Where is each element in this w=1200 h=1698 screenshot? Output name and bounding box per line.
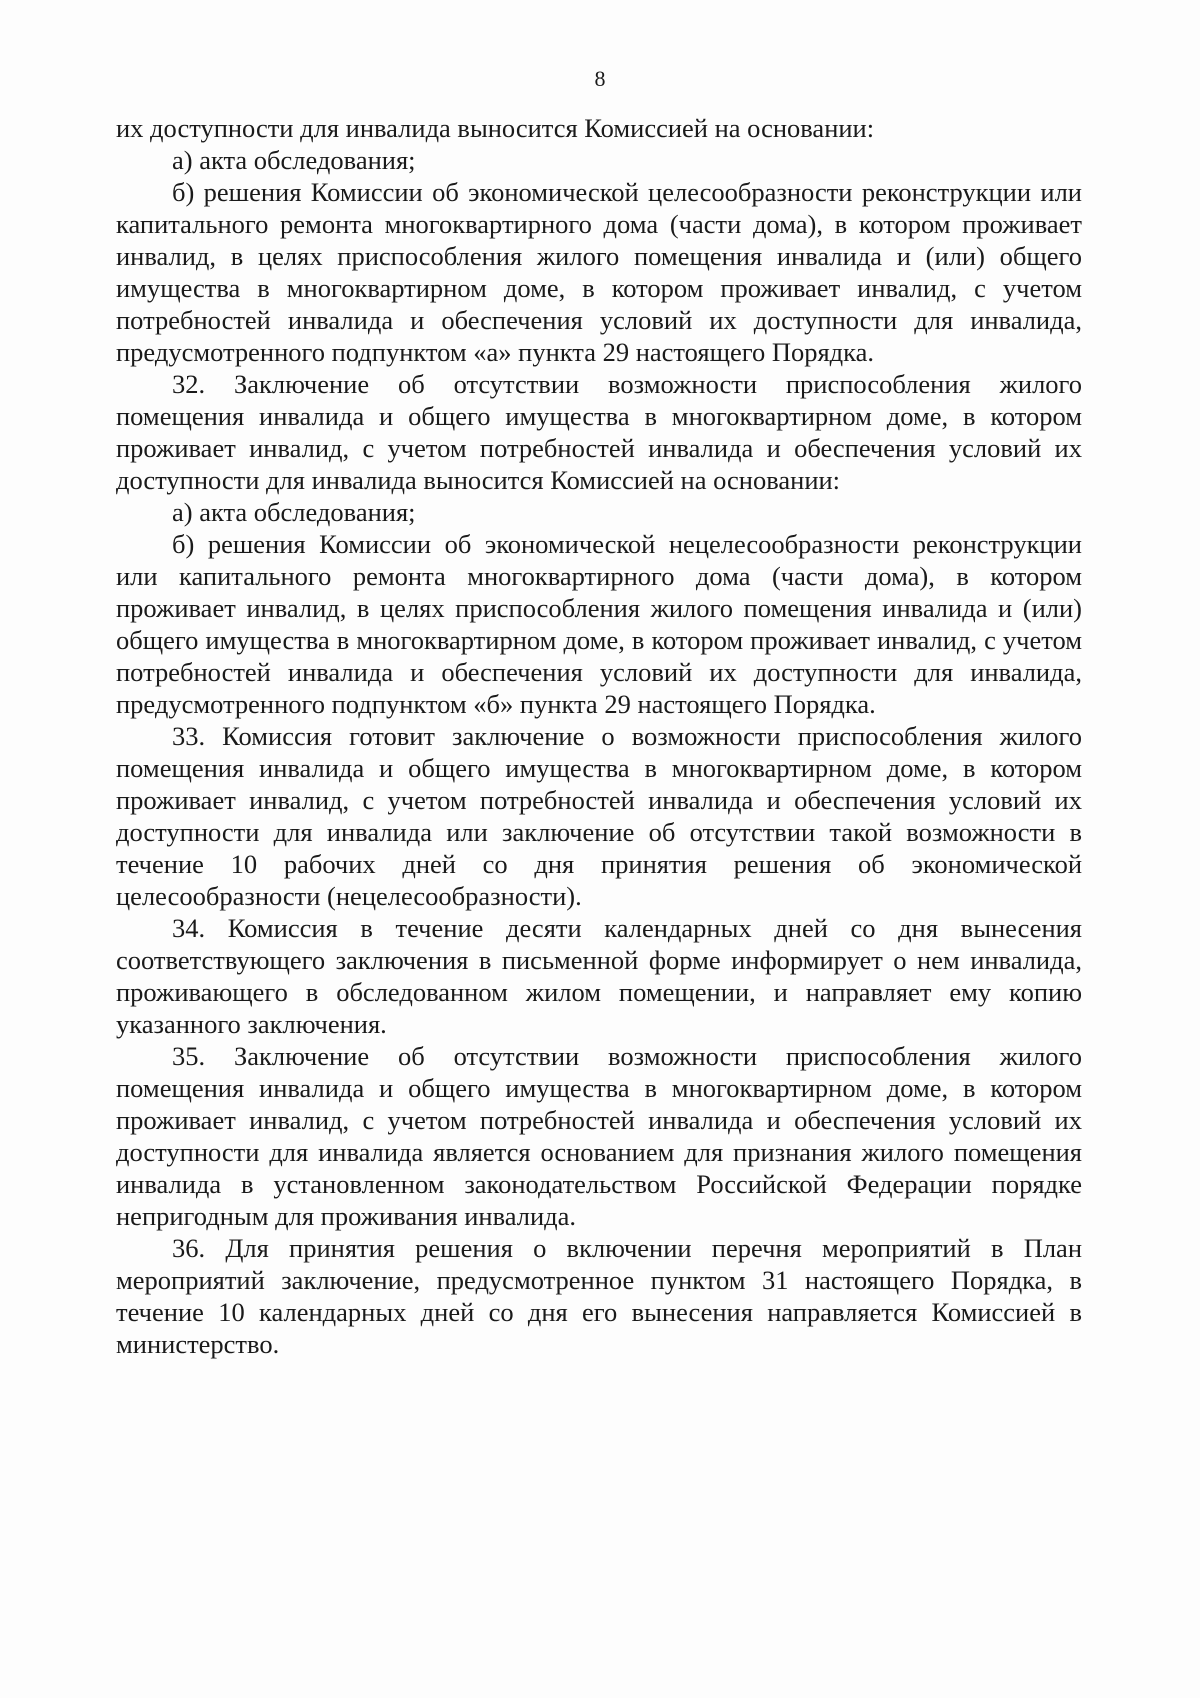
paragraph-item-b-2: б) решения Комиссии об экономической нецелесообразности реконструкции или капитального ремонта многоквартирного дома (части дома), в котором проживает инвалид, в целях приспособления жилого помещения инвалида и (или) общего имущества в многоквартирном доме, в котором проживает инвалид, с учетом потребностей инвалида и обеспечения условий их доступности для инвалида, предусмотренного подпунктом «б» пункта 29 настоящего Порядка.: [116, 529, 1082, 719]
paragraph-continuation: их доступности для инвалида выносится Комиссией на основании:: [116, 113, 875, 143]
paragraph-34: 34. Комиссия в течение десяти календарных дней со дня вынесения соответствующего заключения в письменной форме информирует о нем инвалида, проживающего в обследованном жилом помещении, и направляет ему копию указанного заключения.: [116, 913, 1082, 1039]
paragraph-35: 35. Заключение об отсутствии возможности приспособления жилого помещения инвалида и общего имущества в многоквартирном доме, в котором проживает инвалид, с учетом потребностей инвалида и обеспечения условий их доступности для инвалида является основанием для признания жилого помещения инвалида в установленном законодательством Российской Федерации порядке непригодным для проживания инвалида.: [116, 1041, 1082, 1231]
document-body: [116, 112, 1082, 1360]
page-number: 8: [594, 66, 606, 91]
paragraph-item-a-2: а) акта обследования;: [172, 497, 416, 527]
paragraph-item-b-1: б) решения Комиссии об экономической целесообразности реконструкции или капитального ремонта многоквартирного дома (части дома), в котором проживает инвалид, в целях приспособления жилого помещения инвалида и (или) общего имущества в многоквартирном доме, в котором проживает инвалид, с учетом потребностей инвалида и обеспечения условий их доступности для инвалида, предусмотренного подпунктом «а» пункта 29 настоящего Порядка.: [116, 177, 1082, 367]
paragraph-item-a-1: а) акта обследования;: [172, 145, 416, 175]
paragraph-33: 33. Комиссия готовит заключение о возможности приспособления жилого помещения инвалида и общего имущества в многоквартирном доме, в котором проживает инвалид, с учетом потребностей инвалида и обеспечения условий их доступности для инвалида или заключение об отсутствии такой возможности в течение 10 рабочих дней со дня принятия решения об экономической целесообразности (нецелесообразности).: [116, 721, 1082, 911]
paragraph-32: 32. Заключение об отсутствии возможности приспособления жилого помещения инвалида и общего имущества в многоквартирном доме, в котором проживает инвалид, с учетом потребностей инвалида и обеспечения условий их доступности для инвалида выносится Комиссией на основании:: [116, 369, 1082, 495]
paragraph-36: 36. Для принятия решения о включении перечня мероприятий в План мероприятий заключение, предусмотренное пунктом 31 настоящего Порядка, в течение 10 календарных дней со дня его вынесения направляется Комиссией в министерство.: [116, 1233, 1082, 1359]
